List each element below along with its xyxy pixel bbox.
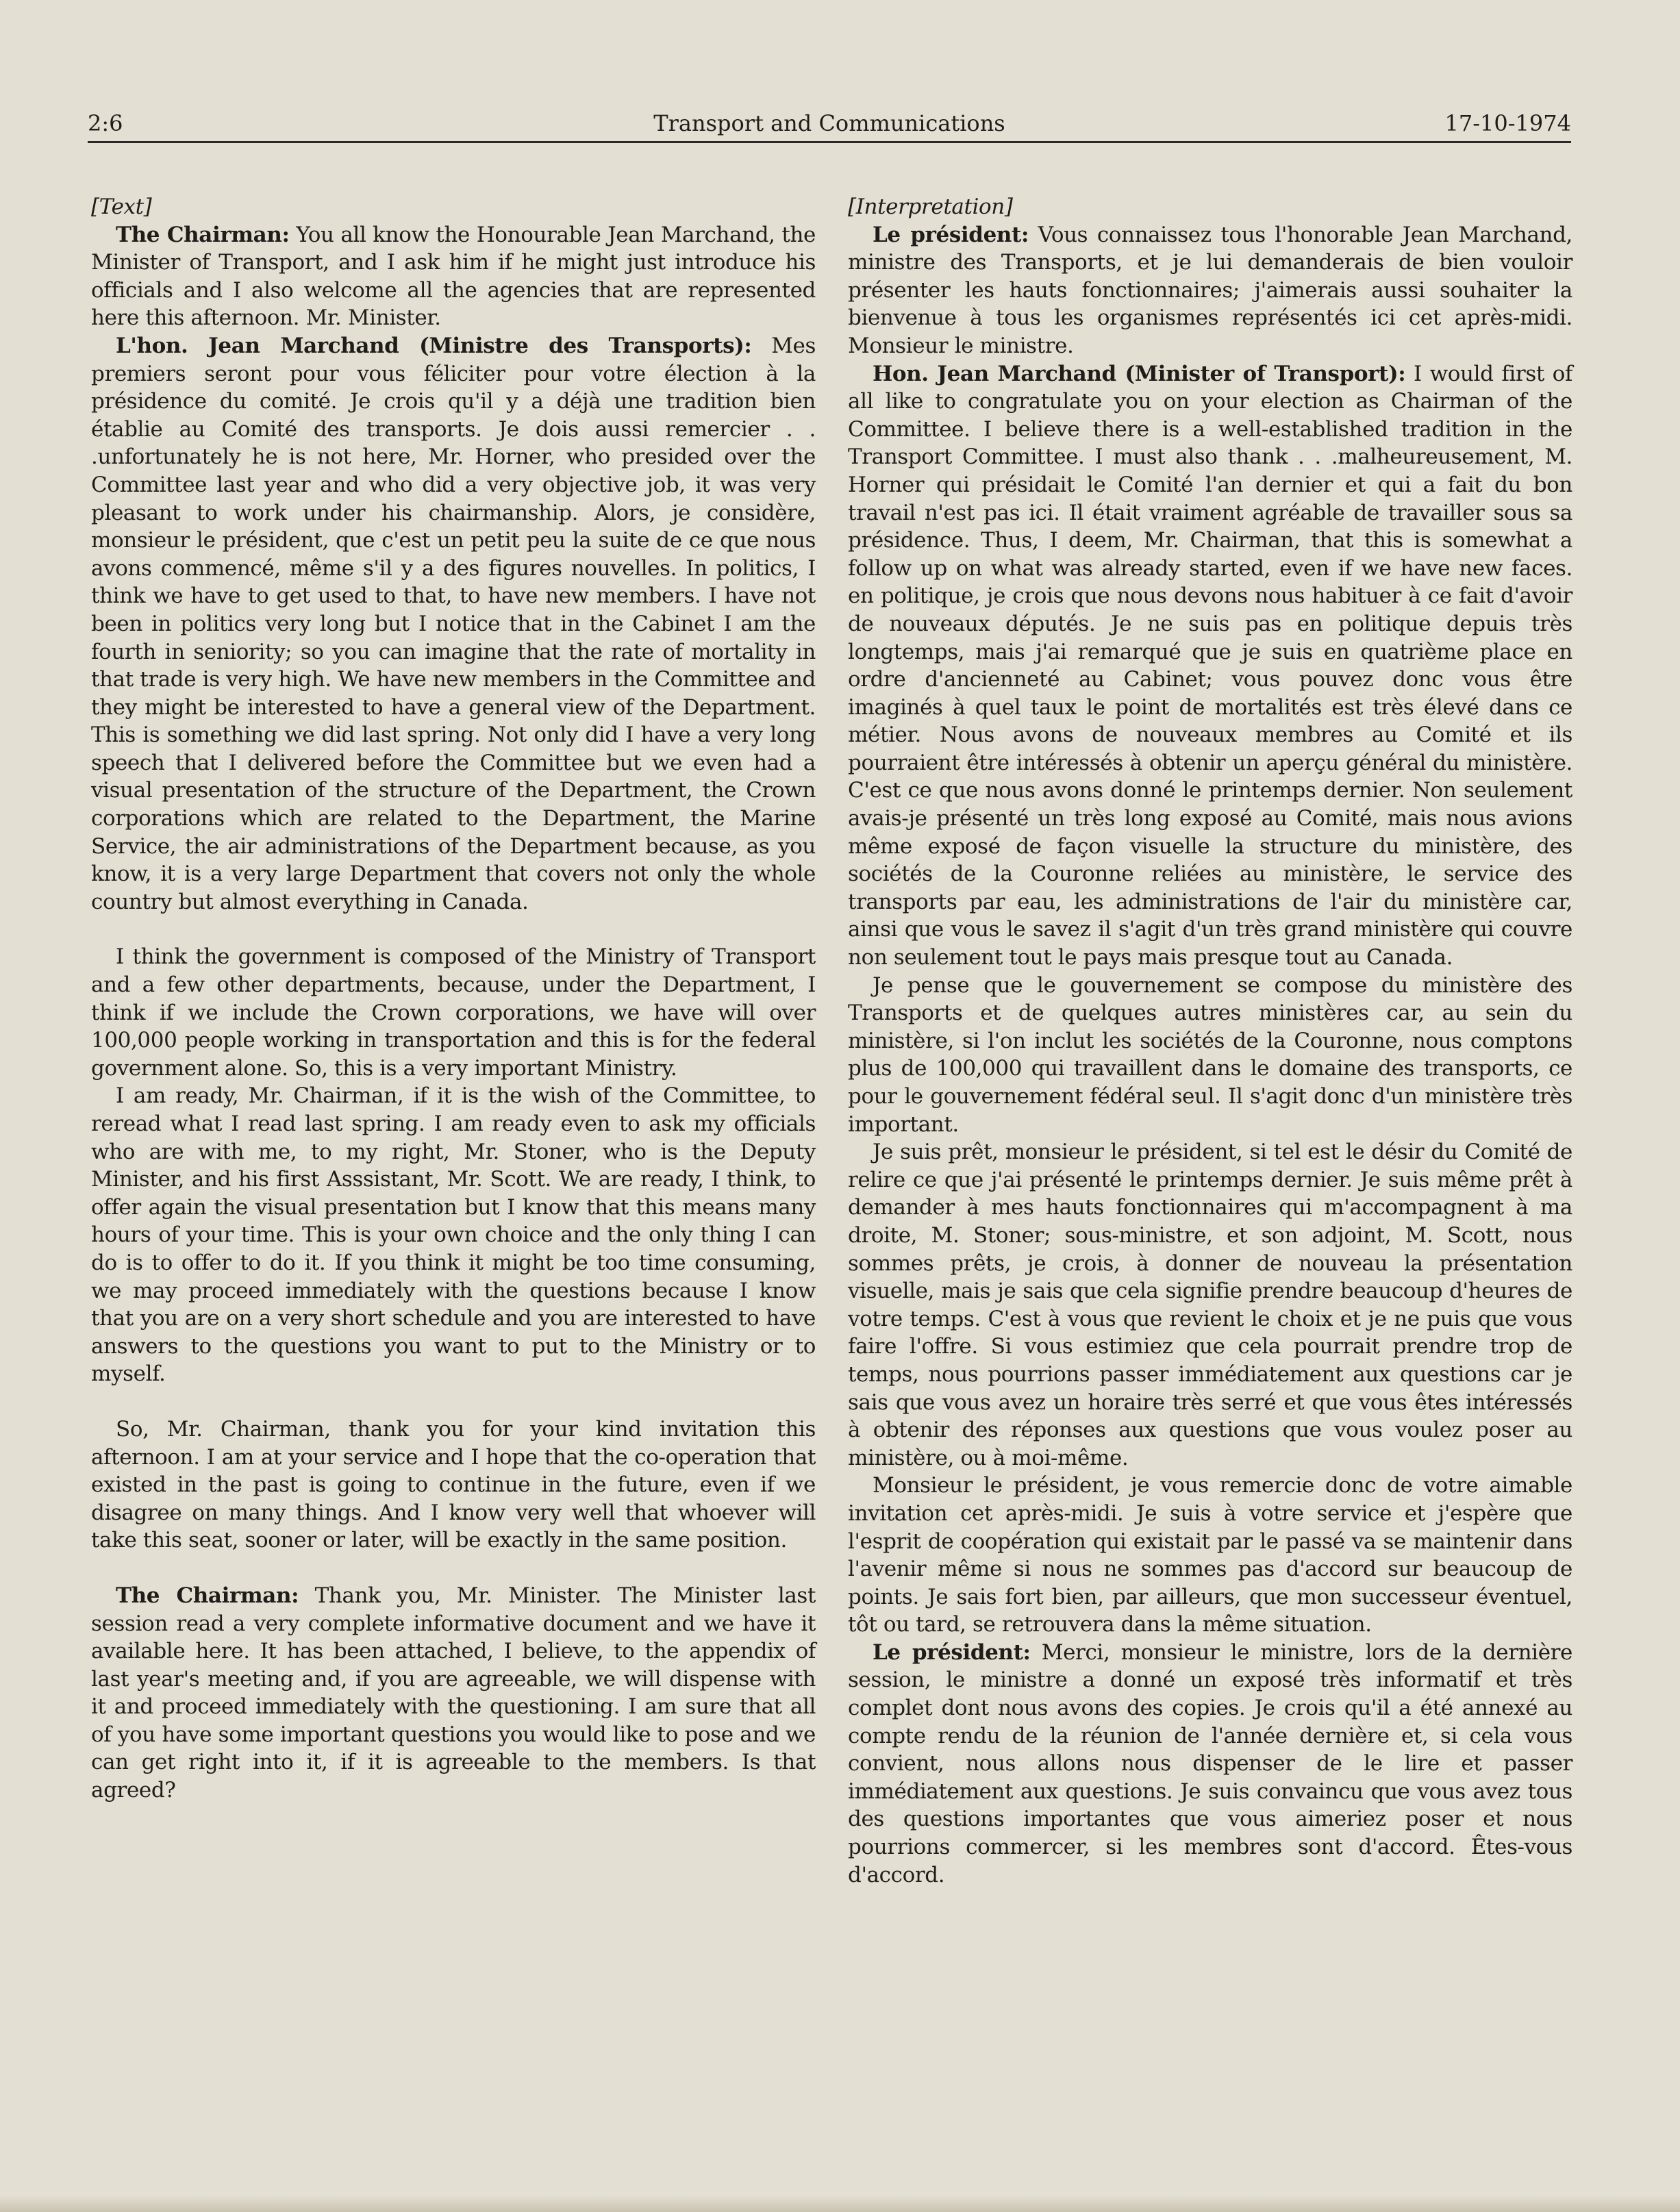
paragraph [848,221,1572,360]
english-column [91,193,816,1805]
speech-text: You all know the Honourable Jean Marchand, the Minister of Transport, and I ask him if he might just introduce his officials and I also welcome all the agencies that are represented here this afternoon. Mr. Minister. [91,222,816,331]
speaker-name: The Chairman: [116,1583,299,1608]
paragraph: Je suis prêt, monsieur le président, si tel est le désir du Comité de relire ce que j'ai présenté le printemps dernier. Je suis même prêt à demander à mes hauts fonctionnaires qui m'accompagnent à ma droite, M. Stoner; sous-ministre, et son adjoint, M. Scott, nous sommes prêts, je crois, à donner de nouveau la présentation visuelle, mais je sais que cela signifie prendre beaucoup d'heures de votre temps. C'est à vous que revient le choix et je ne puis que vous faire l'offre. Si vous estimiez que cela pourrait prendre trop de temps, nous pourrions passer immédiatement aux questions car je sais que vous avez un horaire très serré et que vous êtes intéressés à obtenir des réponses aux questions que vous voulez poser au ministère, ou à moi-même. [848,1140,1572,1470]
speech-text: Merci, monsieur le ministre, lors de la dernière session, le ministre a donné un exposé très informatif et très complet dont nous avons des copies. Je crois qu'il a été annexé au compte rendu de la réunion de l'année dernière et, si cela vous convient, nous allons nous dispenser de le lire et passer immédiatement aux questions. Je suis convaincu que vous avez tous des questions importantes que vous aimeriez poser et nous pourrions commercer, si les membres sont d'accord. Êtes-vous d'accord. [848,1639,1573,1887]
paragraph: Je pense que le gouvernement se compose du ministère des Transports et de quelques autres ministères car, au sein du ministère, si l'on inclut les sociétés de la Couronne, nous comptons plus de 100,000 qui travaillent dans le domaine des transports, ce pour le gouvernement fédéral seul. Il s'agit donc d'un ministère très important. [848,972,1572,1137]
paragraph [848,1639,1572,1889]
paragraph: So, Mr. Chairman, thank you for your kind invitation this afternoon. I am at your service and I hope that the co-operation that existed in the past is going to continue in the future, even if we disagree on many things. And I know very well that whoever will take this seat, sooner or later, will be exactly in the same position. [91,1416,816,1553]
scan-edge-shadow [0,2196,1680,2212]
language-tag: [Interpretation] [848,194,1013,219]
paragraph: Monsieur le président, je vous remercie donc de votre aimable invitation cet après-midi. Je suis à votre service et j'espère que l'esprit de coopération qui existait par le passé va se maintenir dans l'avenir même si nous ne sommes pas d'accord sur beaucoup de points. Je sais fort bien, par ailleurs, que mon successeur éventuel, tôt ou tard, se retrouvera dans la même situation. [848,1473,1572,1637]
page-number: 2:6 [88,110,123,136]
header-date: 17-10-1974 [1444,110,1571,136]
paragraph [91,221,816,332]
paragraph [91,332,816,916]
speaker-name: Hon. Jean Marchand (Minister of Transport): [873,361,1406,386]
paragraph [91,1582,816,1805]
speech-text: Thank you, Mr. Minister. The Minister last session read a very complete informative document and we have it available here. It has been attached, I believe, to the appendix of last year's meeting and, if you are agreeable, we will dispense with it and proceed immediately with the questioning. I am sure that all of you have some important questions you would like to pose and we can get right into it, if it is agreeable to the members. Is that agreed? [91,1583,816,1803]
speech-text: Vous connaissez tous l'honorable Jean Marchand, ministre des Transports, et je lui demanderais de bien vouloir présenter les hauts fonctionnaires; j'aimerais aussi souhaiter la bienvenue à tous les organismes représentés ici cet après-midi. Monsieur le ministre. [848,222,1572,358]
speaker-name: L'hon. Jean Marchand (Ministre des Transports): [116,333,752,358]
paragraph: I am ready, Mr. Chairman, if it is the wish of the Committee, to reread what I read last spring. I am ready even to ask my officials who are with me, to my right, Mr. Stoner, who is the Deputy Minister, and his first Asssistant, Mr. Scott. We are ready, I think, to offer again the visual presentation but I know that this means many hours of your time. This is your own choice and the only thing I can do is to offer to do it. If you think it might be too time consuming, we may proceed immediately with the questions because I know that you are on a very short schedule and you are interested to have answers to the questions you want to put to the Ministry or to myself. [91,1083,816,1387]
speaker-name: Le président: [873,1639,1031,1665]
speech-text: Mes premiers seront pour vous féliciter pour votre élection à la présidence du comité. Je crois qu'il y a déjà une tradition bien établie au Comité des transports. Je dois aussi remercier . . .unfortunately he is not here, Mr. Horner, who presided over the Committee last year and who did a very objective job, it was very pleasant to work under his chairmanship. Alors, je considère, monsieur le président, que c'est un petit peu la suite de ce que nous avons commencé, même s'il y a des figures nouvelles. In politics, I think we have to get used to that, to have new members. I have not been in politics very long but I notice that in the Cabinet I am the fourth in seniority; so you can imagine that the rate of mortality in that trade is very high. We have new members in the Committee and they might be interested to have a general view of the Department. This is something we did last spring. Not only did I have a very long speech that I delivered before the Committee but we even had a visual presentation of the structure of the Department, the Crown corporations which are related to the Department, the Marine Service, the air administrations of the Department because, as you know, it is a very large Department that covers not only the whole country but almost everything in Canada. [91,333,816,914]
speaker-name: Le président: [873,222,1029,247]
french-column [848,193,1572,1889]
paragraph: I think the government is composed of the Ministry of Transport and a few other departments, because, under the Department, I think if we include the Crown corporations, we have will over 100,000 people working in transportation and this is for the federal government alone. So, this is a very important Ministry. [91,944,816,1081]
running-title: Transport and Communications [653,110,1005,136]
speech-text: I would first of all like to congratulate you on your election as Chairman of the Committee. I believe there is a well-established tradition in the Transport Committee. I must also thank . . .malheureusement, M. Horner qui présidait le Comité l'an dernier et qui a fait du bon travail n'est pas ici. Il était vraiment agréable de travailler sous sa présidence. Thus, I deem, Mr. Chairman, that this is somewhat a follow up on what was already started, even if we have new faces. en politique, je crois que nous devons nous habituer à ce fait d'avoir de nouveaux députés. Je ne suis pas en politique depuis très longtemps, mais j'ai remarqué que je suis en quatrième place en ordre d'ancienneté au Cabinet; vous pouvez donc vous être imaginés à quel taux le point de mortalités est très élevé dans ce métier. Nous avons de nouveaux membres au Comité et ils pourraient être intéressés à obtenir un aperçu général du ministère. C'est ce que nous avons donné le printemps dernier. Non seulement avais-je présenté un très long exposé au Comité, mais nous avions même exposé de façon visuelle la structure du ministère, des sociétés de la Couronne reliées au ministère, le service des transports par eau, les administrations de l'air du ministère car, ainsi que vous le savez il s'agit d'un très grand ministère qui couvre non seulement tout le pays mais presque tout au Canada. [848,361,1572,970]
speaker-name: The Chairman: [116,222,290,247]
page-header [88,108,1571,143]
language-tag: [Text] [91,194,152,219]
paragraph [848,360,1572,972]
